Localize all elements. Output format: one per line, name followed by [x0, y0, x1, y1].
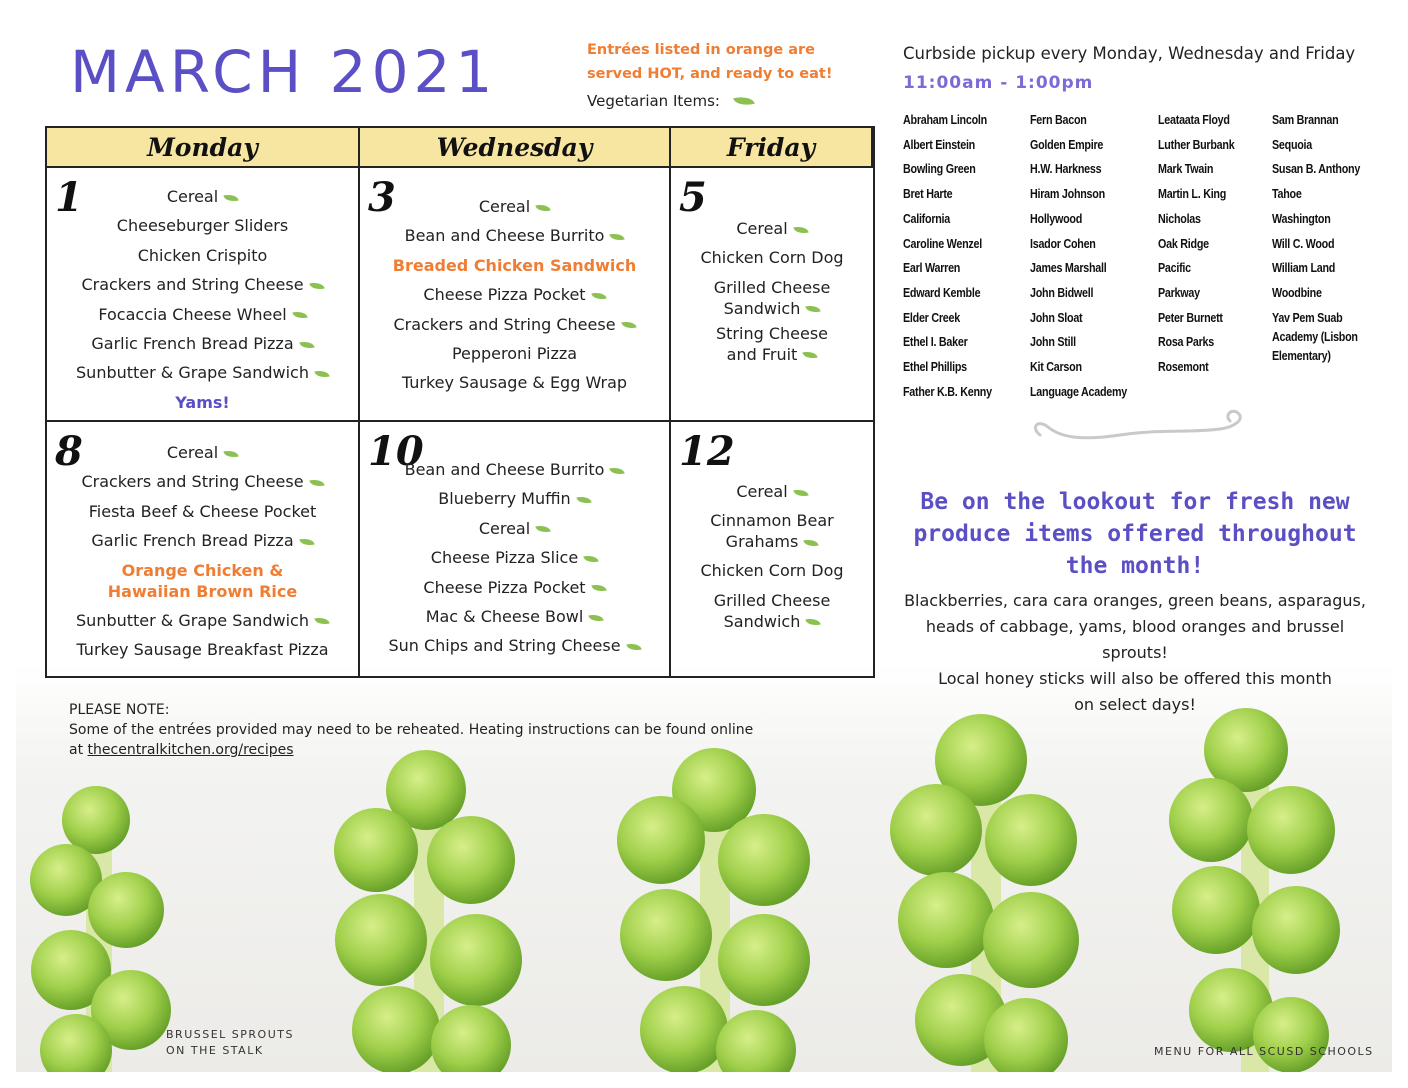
hot-items-legend: Entrées listed in orange are served HOT, and ready to eat! — [587, 42, 833, 82]
note-link-line — [69, 740, 829, 760]
vegetarian-leaf-icon — [314, 616, 329, 627]
menu-item-line: Sandwich — [671, 298, 873, 319]
school-name: Leataata Floyd — [1158, 113, 1230, 127]
recipes-link[interactable]: thecentralkitchen.org/recipes — [87, 742, 294, 758]
school-name: William Land — [1272, 261, 1336, 276]
produce-lookout-heading: Be on the lookout for fresh new produce items offered throughout the month! — [913, 489, 1357, 579]
school-name: Luther Burbank — [1158, 137, 1235, 152]
caption-line: BRUSSEL SPROUTS — [166, 1028, 294, 1041]
school-name: Hollywood — [1030, 211, 1083, 226]
menu-item — [671, 243, 873, 272]
menu-item — [47, 211, 358, 240]
menu-item — [47, 606, 358, 635]
school-name: Hiram Johnson — [1030, 187, 1105, 202]
vegetarian-legend-label: Vegetarian Items: — [587, 92, 720, 110]
school-name: Sequoia — [1272, 137, 1313, 152]
header-monday: Monday — [47, 128, 360, 168]
menu-item-label: Cheeseburger Sliders — [116, 216, 289, 236]
menu-item-line: Grahams — [671, 531, 873, 552]
pickup-hours: 11:00am - 1:00pm — [903, 73, 1094, 93]
school-name: John Sloat — [1030, 310, 1083, 325]
menu-list — [47, 182, 358, 417]
header-wednesday: Wednesday — [360, 128, 671, 168]
menu-item-label: Chicken Crispito — [137, 245, 268, 265]
school-name: John Bidwell — [1030, 285, 1094, 300]
vegetarian-leaf-icon — [535, 524, 550, 535]
menu-item-line: Grilled Cheese — [713, 590, 831, 610]
menu-item-label: Crackers and String Cheese — [81, 472, 304, 492]
school-column — [903, 108, 1030, 404]
vegetarian-leaf-icon — [806, 617, 821, 628]
menu-item-label: Cereal — [478, 518, 531, 538]
day-cell-8 — [47, 422, 360, 676]
menu-item-label: Mac & Cheese Bowl — [425, 607, 584, 627]
school-name: Elder Creek — [903, 310, 960, 325]
menu-item-label: Chicken Corn Dog — [700, 248, 844, 268]
menu-item — [47, 388, 358, 417]
school-name: Susan B. Anthony — [1272, 162, 1361, 177]
vegetarian-leaf-icon — [535, 202, 550, 213]
menu-item — [47, 560, 358, 602]
menu-item — [671, 477, 873, 506]
footer-text: MENU FOR ALL SCUSD SCHOOLS — [1154, 1045, 1374, 1058]
school-name: Earl Warren — [903, 261, 961, 276]
menu-item — [360, 310, 669, 339]
menu-item-line: Grilled Cheese — [713, 277, 831, 297]
page-title: MARCH 2021 — [70, 38, 498, 106]
menu-item-label: Focaccia Cheese Wheel — [98, 304, 287, 324]
menu-item — [360, 514, 669, 543]
menu-item-label: Cereal — [166, 187, 219, 206]
school-name: Yav Pem Suab Academy (Lisbon Elementary) — [1272, 310, 1358, 363]
day-number: 5 — [679, 174, 707, 221]
menu-item-label: Garlic French Bread Pizza — [91, 531, 294, 551]
menu-item — [360, 631, 669, 660]
menu-item-label: Cereal — [478, 197, 531, 216]
menu-item-label: Garlic French Bread Pizza — [91, 334, 294, 354]
menu-item — [360, 455, 669, 484]
school-name: Nicholas — [1158, 211, 1201, 226]
menu-item — [360, 280, 669, 309]
menu-item — [360, 251, 669, 280]
school-column — [1030, 108, 1158, 404]
menu-item-label: Chicken Corn Dog — [700, 561, 844, 581]
school-list — [903, 108, 1383, 404]
menu-item — [47, 497, 358, 526]
school-name: Washington — [1272, 211, 1331, 226]
day-cell-12 — [671, 422, 873, 676]
menu-item-label: Cereal — [736, 482, 788, 501]
menu-item — [671, 277, 873, 319]
school-name: James Marshall — [1030, 261, 1107, 276]
menu-item — [47, 358, 358, 387]
produce-line: Blackberries, cara cara oranges, green beans, asparagus, — [904, 591, 1366, 610]
vegetarian-leaf-icon — [610, 465, 625, 476]
menu-item-label: Fiesta Beef & Cheese Pocket — [88, 501, 317, 521]
menu-item-line: Orange Chicken & — [121, 560, 284, 580]
menu-item-label: Cereal — [166, 443, 219, 462]
day-number: 3 — [368, 174, 396, 221]
day-number: 1 — [55, 174, 83, 221]
day-cell-3 — [360, 168, 671, 422]
school-column — [1272, 108, 1392, 404]
menu-item-label: Bean and Cheese Burrito — [404, 460, 605, 479]
school-name: Will C. Wood — [1272, 236, 1335, 251]
vegetarian-leaf-icon — [804, 538, 819, 549]
menu-item-label: Cheese Pizza Pocket — [423, 285, 586, 305]
day-cell-10 — [360, 422, 671, 676]
menu-item — [47, 467, 358, 496]
leaf-icon — [733, 94, 755, 108]
school-name: Sam Brannan — [1272, 113, 1339, 127]
vegetarian-leaf-icon — [621, 320, 636, 331]
vegetarian-leaf-icon — [299, 536, 314, 547]
menu-item — [47, 438, 358, 467]
day-cell-5 — [671, 168, 873, 422]
school-name: Father K.B. Kenny — [903, 384, 992, 399]
vegetarian-leaf-icon — [793, 224, 808, 235]
menu-item-line: Cinnamon Bear — [710, 511, 834, 531]
menu-item — [47, 526, 358, 555]
school-name: Edward Kemble — [903, 285, 981, 300]
header-friday: Friday — [671, 128, 873, 168]
school-name: Oak Ridge — [1158, 236, 1209, 251]
school-name: Abraham Lincoln — [903, 113, 987, 127]
vegetarian-leaf-icon — [223, 192, 238, 203]
menu-list — [360, 455, 669, 661]
school-column — [1158, 108, 1272, 404]
menu-item-label: Bean and Cheese Burrito — [404, 226, 605, 246]
menu-item-label: Turkey Sausage & Egg Wrap — [401, 373, 628, 393]
school-name: California — [903, 211, 951, 226]
menu-item-label: Sunbutter & Grape Sandwich — [76, 363, 309, 383]
menu-item-label: Blueberry Muffin — [438, 489, 571, 509]
menu-list — [671, 214, 873, 369]
image-caption — [166, 1027, 294, 1059]
note-text: Some of the entrées provided may need to be reheated. Heating instructions can be found online — [69, 722, 754, 738]
menu-item-line: String Cheese — [715, 323, 828, 343]
menu-item — [47, 635, 358, 664]
school-name: John Still — [1030, 335, 1076, 350]
vegetarian-legend — [587, 92, 754, 110]
menu-list — [47, 438, 358, 664]
note-prefix: at — [69, 742, 84, 758]
menu-item-label: Crackers and String Cheese — [393, 314, 616, 334]
menu-item — [47, 241, 358, 270]
vegetarian-leaf-icon — [309, 478, 324, 489]
day-number: 10 — [368, 428, 424, 475]
menu-calendar — [45, 126, 875, 678]
menu-item-label: Cheese Pizza Pocket — [423, 577, 586, 597]
menu-list — [360, 192, 669, 398]
school-name: Ethel I. Baker — [903, 335, 968, 350]
school-name: Bret Harte — [903, 187, 953, 202]
vegetarian-leaf-icon — [793, 487, 808, 498]
menu-item — [360, 573, 669, 602]
menu-item-label: Pepperoni Pizza — [451, 344, 578, 364]
menu-item — [671, 510, 873, 552]
menu-item-line: Hawaiian Brown Rice — [107, 581, 298, 601]
menu-item-line: Sandwich — [671, 611, 873, 632]
school-name: Bowling Green — [903, 162, 976, 177]
menu-item-label: Crackers and String Cheese — [81, 275, 304, 295]
vegetarian-leaf-icon — [589, 612, 604, 623]
menu-item-label: Sunbutter & Grape Sandwich — [76, 610, 309, 630]
menu-item — [360, 484, 669, 513]
day-number: 12 — [679, 428, 735, 475]
school-name: Rosemont — [1158, 360, 1209, 375]
menu-item-label: Yams! — [175, 392, 230, 412]
menu-item — [47, 329, 358, 358]
menu-item-label: Sun Chips and String Cheese — [388, 636, 621, 656]
school-name: Mark Twain — [1158, 162, 1214, 177]
day-number: 8 — [55, 428, 83, 475]
produce-line: heads of cabbage, yams, blood oranges and brussel sprouts! — [925, 617, 1345, 662]
school-name: Caroline Wenzel — [903, 236, 982, 251]
swirl-ornament — [1020, 405, 1260, 465]
vegetarian-leaf-icon — [299, 339, 314, 350]
menu-item — [47, 270, 358, 299]
school-name: Language Academy — [1030, 384, 1128, 399]
school-name: Tahoe — [1272, 187, 1302, 202]
menu-item — [47, 182, 358, 211]
menu-item — [671, 556, 873, 585]
vegetarian-leaf-icon — [584, 553, 599, 564]
school-name: Isador Cohen — [1030, 236, 1096, 251]
menu-item — [671, 323, 873, 365]
school-name: Golden Empire — [1030, 137, 1104, 152]
school-name: Ethel Phillips — [903, 360, 967, 375]
vegetarian-leaf-icon — [223, 448, 238, 459]
menu-item — [671, 214, 873, 243]
menu-item-label: Cheese Pizza Slice — [430, 548, 579, 568]
school-name: H.W. Harkness — [1030, 162, 1102, 177]
vegetarian-leaf-icon — [626, 642, 641, 653]
menu-item-label: Breaded Chicken Sandwich — [392, 255, 637, 275]
produce-line: Local honey sticks will also be offered this month — [938, 669, 1332, 688]
note-heading: PLEASE NOTE: — [69, 702, 170, 718]
menu-item — [360, 221, 669, 250]
school-name: Albert Einstein — [903, 137, 975, 152]
produce-line: on select days! — [1074, 695, 1196, 714]
menu-item — [360, 543, 669, 572]
caption-line: ON THE STALK — [166, 1044, 264, 1057]
vegetarian-leaf-icon — [803, 350, 818, 361]
please-note — [69, 700, 829, 760]
school-name: Martin L. King — [1158, 187, 1227, 202]
school-name: Pacific — [1158, 261, 1191, 276]
menu-item-label: Cereal — [736, 219, 788, 238]
vegetarian-leaf-icon — [292, 310, 307, 321]
school-name: Fern Bacon — [1030, 113, 1087, 127]
curbside-pickup-text: Curbside pickup every Monday, Wednesday and Friday — [903, 44, 1356, 63]
vegetarian-leaf-icon — [591, 583, 606, 594]
menu-item-label: Turkey Sausage Breakfast Pizza — [76, 640, 329, 660]
day-cell-1 — [47, 168, 360, 422]
school-name: Kit Carson — [1030, 360, 1082, 375]
vegetarian-leaf-icon — [314, 369, 329, 380]
school-name: Parkway — [1158, 285, 1200, 300]
school-name: Peter Burnett — [1158, 310, 1223, 325]
menu-item — [360, 339, 669, 368]
menu-item — [360, 602, 669, 631]
menu-item — [360, 368, 669, 397]
menu-item-line: and Fruit — [671, 344, 873, 365]
menu-list — [671, 477, 873, 636]
vegetarian-leaf-icon — [576, 495, 591, 506]
school-name: Rosa Parks — [1158, 335, 1214, 350]
vegetarian-leaf-icon — [591, 290, 606, 301]
vegetarian-leaf-icon — [309, 280, 324, 291]
menu-item — [671, 590, 873, 632]
vegetarian-leaf-icon — [610, 232, 625, 243]
menu-item — [47, 300, 358, 329]
school-name: Woodbine — [1272, 285, 1322, 300]
vegetarian-leaf-icon — [806, 304, 821, 315]
menu-item — [360, 192, 669, 221]
